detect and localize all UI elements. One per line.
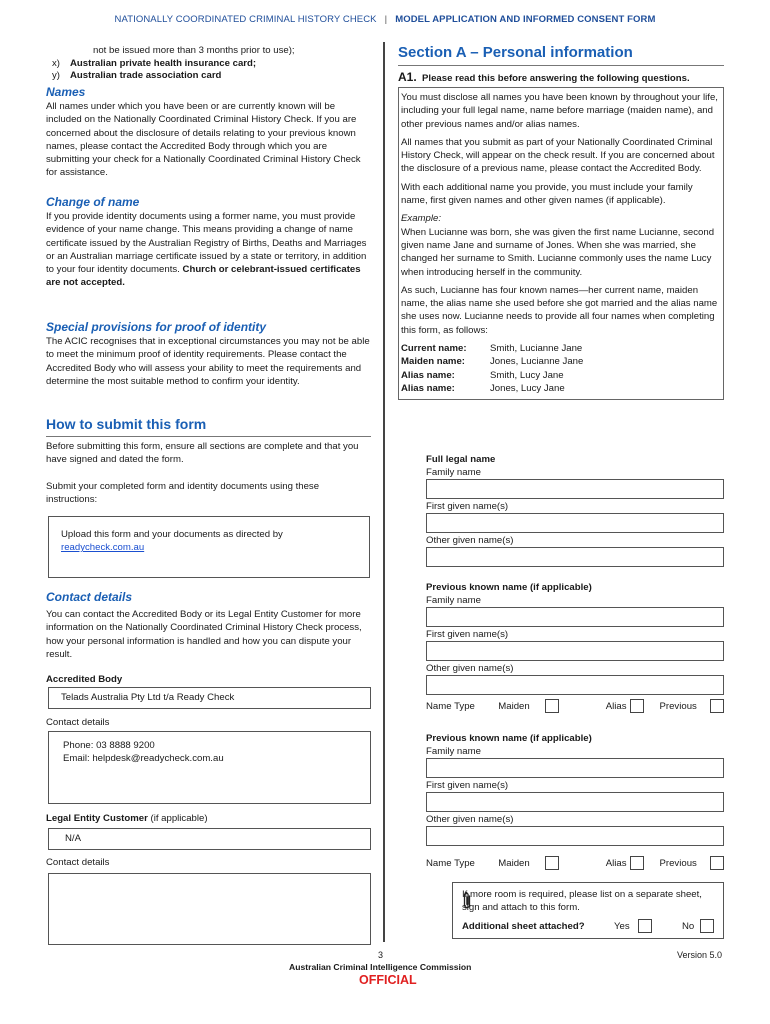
previous-label: Previous (659, 700, 697, 712)
contact-details-section (46, 590, 371, 661)
alias-label: Alias (605, 700, 627, 712)
info-p5: As such, Lucianne has four known names—her current name, maiden name, the alias name she used before she got married and the alias name she uses now. Lucianne needs to provide all four names when completing this form, as follows: (401, 284, 718, 336)
header-right: MODEL APPLICATION AND INFORMED CONSENT FORM (395, 14, 656, 25)
a1-info-box (398, 87, 724, 400)
contact-details-heading: Contact details (46, 590, 133, 604)
classification-label: OFFICIAL (359, 973, 417, 987)
additional-sheet-box (452, 882, 724, 939)
special-provisions-section (46, 320, 371, 388)
change-of-name-heading: Change of name (46, 195, 140, 209)
no-checkbox[interactable] (700, 919, 714, 933)
version-label: Version 5.0 (677, 950, 723, 960)
info-p1: You must disclose all names you have been known by throughout your life, including your full legal name, name before marriage (maiden name), and other previous names and/or alias names. (401, 92, 718, 130)
name-type-row (426, 854, 724, 872)
submit-instructions-text: Upload this form and your documents as directed by (61, 529, 283, 540)
full-legal-name-title: Full legal name (426, 454, 496, 465)
yes-label: Yes (614, 920, 630, 932)
section-a-title: Section A – Personal information (398, 43, 724, 66)
previous-name-title: Previous known name (if applicable) (426, 733, 592, 744)
family-name-label: Family name (426, 595, 481, 606)
previous-other-given-name-input[interactable] (426, 675, 724, 695)
header-left: NATIONALLY COORDINATED CRIMINAL HISTORY CHECK (114, 14, 377, 25)
previous-name-group-1 (426, 582, 724, 715)
full-legal-name-group (426, 454, 724, 568)
list-continuation: not be issued more than 3 months prior to use); (93, 45, 295, 56)
no-label: No (682, 920, 695, 932)
section-a (398, 43, 724, 400)
names-heading: Names (46, 85, 86, 99)
alias-checkbox[interactable] (630, 699, 644, 713)
contact-details-label-1: Contact details (46, 717, 110, 728)
how-to-submit-para1: Before submitting this form, ensure all sections are complete and that you have signed and dated the form. (46, 441, 359, 466)
accredited-body-field[interactable]: Telads Australia Pty Ltd t/a Ready Check (48, 687, 371, 709)
organisation-name: Australian Criminal Intelligence Commission (289, 962, 472, 972)
example-label: Example: (401, 213, 441, 225)
how-to-submit-para2: Submit your completed form and identity documents using these instructions: (46, 480, 320, 505)
previous-first-given-name-input[interactable] (426, 641, 724, 661)
list-item-y: y) Australian trade association card (52, 70, 222, 81)
yes-checkbox[interactable] (638, 919, 652, 933)
other-given-name-label: Other given name(s) (426, 663, 514, 674)
legal-entity-label: Legal Entity Customer (if applicable) (46, 813, 208, 824)
page-number: 3 (378, 950, 384, 960)
info-p3: With each additional name you provide, you must include your family name, first given names and other given names (if applicable). (401, 181, 693, 207)
email-text: Email: helpdesk@readycheck.com.au (63, 753, 224, 764)
a1-heading: A1. Please read this before answering the following questions. (398, 70, 690, 84)
example-row: Maiden name: Jones, Lucianne Jane (401, 356, 584, 368)
how-to-submit-section (46, 415, 371, 506)
legal-entity-contact-field[interactable] (48, 873, 371, 945)
maiden-label: Maiden (498, 700, 530, 712)
how-to-submit-heading: How to submit this form (46, 415, 371, 437)
names-body: All names under which you have been or are currently known will be included on the Nationally Coordinated Criminal History Check. If you are concerned about the disclosure of details relating to your previous known names, please contact the Accredited Body through which you are submitting your check for a Nationally Coordinated Criminal History Check for assistance. (46, 101, 361, 179)
special-provisions-body: The ACIC recognises that in exceptional circumstances you may not be able to meet the minimum proof of identity requirements. Please contact the Accredited Body who will assess your ability to meet the requirements and determine the most suitable method to confirm your identity. (46, 336, 370, 387)
alias-label: Alias (605, 857, 627, 869)
previous-other-given-name-input[interactable] (426, 826, 724, 846)
info-p2: All names that you submit as part of your Nationally Coordinated Criminal History Check, will appear on the check result. If you are concerned about the disclosure of a previous name, please contact the Accredited Body. (401, 136, 715, 175)
name-type-label: Name Type (426, 857, 475, 869)
example-names-table (401, 342, 583, 395)
previous-checkbox[interactable] (710, 856, 724, 870)
previous-checkbox[interactable] (710, 699, 724, 713)
column-divider (383, 42, 385, 942)
previous-name-title: Previous known name (if applicable) (426, 582, 592, 593)
name-type-label: Name Type (426, 700, 475, 712)
list-item-x: x) Australian private health insurance card; (52, 58, 257, 69)
additional-sheet-question: Additional sheet attached? (462, 920, 585, 932)
accredited-body-label: Accredited Body (46, 674, 123, 685)
other-given-name-input[interactable] (426, 547, 724, 567)
example-row: Alias name: Smith, Lucy Jane (401, 369, 564, 381)
names-section (46, 85, 371, 180)
other-given-name-label: Other given name(s) (426, 535, 514, 546)
first-given-name-label: First given name(s) (426, 780, 509, 791)
header-separator: | (384, 14, 388, 25)
first-given-name-input[interactable] (426, 513, 724, 533)
previous-family-name-input[interactable] (426, 607, 724, 627)
change-of-name-body: If you provide identity documents using a former name, you must provide evidence of your name change. This means providing a change of name certificate issued by the Australian Registry of Births, Deaths and Marriages or an Australian marriage certificate issued by a state or territory, in addition to your four identity documents. Church or celebrant-issued certificates are not accepted. (46, 211, 367, 289)
first-given-name-label: First given name(s) (426, 501, 509, 512)
legal-entity-field[interactable]: N/A (48, 828, 371, 850)
additional-sheet-row (462, 919, 722, 933)
family-name-label: Family name (426, 746, 481, 757)
name-type-row (426, 697, 724, 715)
accredited-body-contact-field[interactable] (48, 731, 371, 804)
maiden-checkbox[interactable] (545, 856, 559, 870)
maiden-checkbox[interactable] (545, 699, 559, 713)
attach-instructions: If more room is required, please list on a separate sheet, sign and attach to this form. (462, 889, 702, 914)
first-given-name-label: First given name(s) (426, 629, 509, 640)
example-row: Alias name: Jones, Lucy Jane (401, 382, 565, 394)
page-header (0, 14, 770, 25)
other-given-name-label: Other given name(s) (426, 814, 514, 825)
phone-text: Phone: 03 8888 9200 (63, 740, 155, 751)
alias-checkbox[interactable] (630, 856, 644, 870)
previous-family-name-input[interactable] (426, 758, 724, 778)
family-name-label: Family name (426, 467, 481, 478)
info-p4: When Lucianne was born, she was given the first name Lucianne, second given name Jane and surname of Jones. When she was married, she changed her surname to Smith. Lucianne commonly uses the name Lucy when introducing herself in the community. (401, 226, 715, 278)
previous-name-group-2 (426, 733, 724, 872)
previous-first-given-name-input[interactable] (426, 792, 724, 812)
special-provisions-heading: Special provisions for proof of identity (46, 320, 267, 334)
readycheck-link[interactable]: readycheck.com.au (61, 542, 145, 554)
submit-instructions-box (48, 516, 370, 578)
previous-label: Previous (659, 857, 697, 869)
change-of-name-section (46, 195, 371, 290)
contact-details-label-2: Contact details (46, 857, 110, 868)
example-row: Current name: Smith, Lucianne Jane (401, 343, 583, 355)
family-name-input[interactable] (426, 479, 724, 499)
maiden-label: Maiden (498, 857, 530, 869)
contact-details-body: You can contact the Accredited Body or its Legal Entity Customer for more information on the Nationally Coordinated Criminal History Check process, how your personal information is handled and how you can dispute your result. (46, 609, 362, 660)
